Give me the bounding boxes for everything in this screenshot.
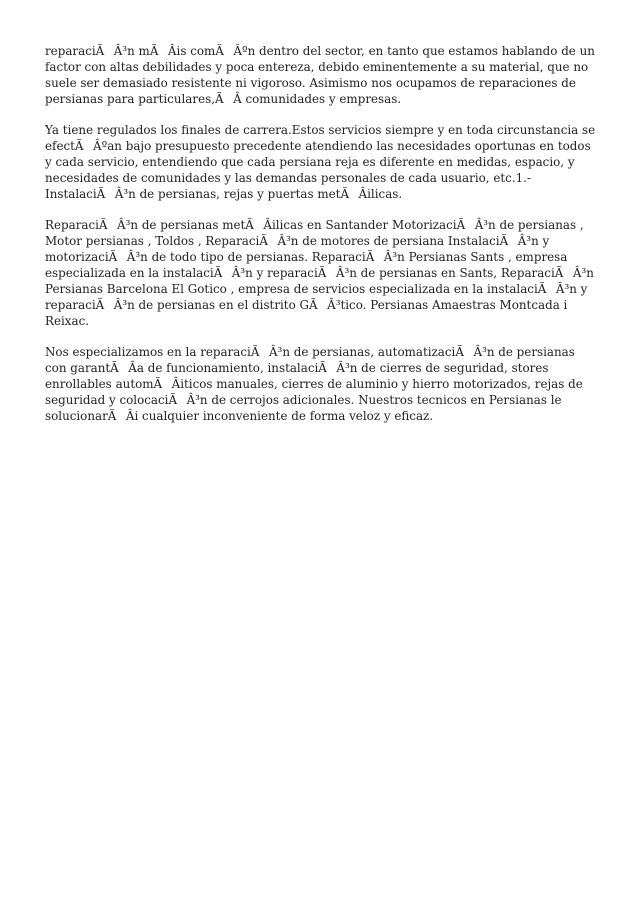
- paragraph-2: Ya tiene regulados los finales de carrera.Estos servicios siempre y en toda circunstancia se efectÃÂºan bajo presupuesto precedente atendiendo las necesidades oportunas en todos y cada servicio, entendiendo que cada persiana reja es diferente en medidas, espacio, y necesidades de comunidades y las demandas personales de cada usuario, etc.1.- InstalaciÃÂ³n de persianas, rejas y puertas metÃÂilicas.: [45, 123, 596, 201]
- document-page: [45, 43, 598, 439]
- paragraph-1: reparaciÃÂ³n mÃÂis comÃÂºn dentro del sector, en tanto que estamos hablando de un factor con altas debilidades y poca entereza, debido eminentemente a su material, que no suele ser demasiado resistente ni vigoroso. Asimismo nos ocupamos de reparaciones de persianas para particulares,ÃÂ comunidades y empresas.: [45, 44, 595, 106]
- paragraph-4: Nos especializamos en la reparaciÃÂ³n de persianas, automatizaciÃÂ³n de persianas con garantÃÂa de funcionamiento, instalaciÃÂ³n de cierres de seguridad, stores enrollables automÃÂiticos manuales, cierres de aluminio y hierro motorizados, rejas de seguridad y colocaciÃÂ³n de cerrojos adicionales. Nuestros tecnicos en Persianas le solucionarÃÂi cualquier inconveniente de forma veloz y eficaz.: [45, 345, 583, 423]
- paragraph-3: ReparaciÃÂ³n de persianas metÃÂilicas en Santander MotorizaciÃÂ³n de persianas , Motor persianas , Toldos , ReparaciÃÂ³n de motores de persiana InstalaciÃÂ³n y motorizaciÃÂ³n de todo tipo de persianas. ReparaciÃÂ³n Persianas Sants , empresa especializada en la instalaciÃÂ³n y reparaciÃÂ³n de persianas en Sants, ReparaciÃÂ³n Persianas Barcelona El Gotico , empresa de servicios especializada en la instalaciÃÂ³n y reparaciÃÂ³n de persianas en el distrito GÃÂ³tico. Persianas Amaestras Montcada i Reixac.: [45, 218, 594, 328]
